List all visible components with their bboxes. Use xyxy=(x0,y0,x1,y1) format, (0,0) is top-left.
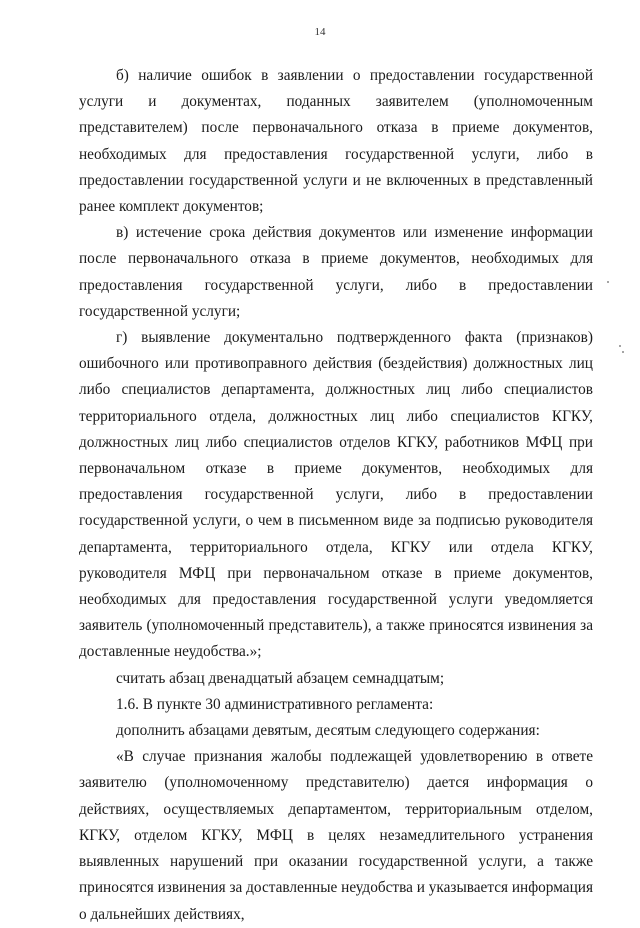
paragraph-item-1-6: 1.6. В пункте 30 административного регламента: xyxy=(116,695,434,713)
page-number: 14 xyxy=(314,26,326,38)
paragraph-g: г) выявление документально подтвержденного факта (признаков) ошибочного или противоправного действия (бездействия) должностных лиц либо специалистов департамента, должностных лиц либо специалистов территориального отдела, должностных лиц либо специалистов КГКУ, должностных лиц либо специалистов отделов КГКУ, работников МФЦ при первоначальном отказе в приеме документов, необходимых для предоставления государственной услуги, либо в предоставлении государственной услуги, о чем в письменном виде за подписью руководителя департамента, территориального отдела, КГКУ или отдела КГКУ, руководителя МФЦ при первоначальном отказе в приеме документов, необходимых для предоставления государственной услуги уведомляется заявитель (уполномоченный представитель), а также приносятся извинения за доставленные неудобства.»; xyxy=(79,329,593,661)
document-body xyxy=(79,63,593,928)
scan-speck xyxy=(619,345,621,347)
paragraph-renumber: считать абзац двенадцатый абзацем семнадцатым; xyxy=(116,669,445,687)
scan-speck xyxy=(607,281,609,283)
paragraph-quote: «В случае признания жалобы подлежащей удовлетворению в ответе заявителю (уполномоченному представителю) дается информация о действиях, осуществляемых департаментом, территориальным отделом, КГКУ, отделом КГКУ, МФЦ в целях незамедлительного устранения выявленных нарушений при оказании государственной услуги, а также приносятся извинения за доставленные неудобства и указывается информация о дальнейших действиях, xyxy=(79,748,593,923)
scan-speck xyxy=(622,351,624,353)
paragraph-v: в) истечение срока действия документов или изменение информации после первоначального отказа в приеме документов, необходимых для предоставления государственной услуги, либо в предоставлении государственной услуги; xyxy=(79,224,593,320)
paragraph-b: б) наличие ошибок в заявлении о предоставлении государственной услуги и документах, поданных заявителем (уполномоченным представителем) после первоначального отказа в приеме документов, необходимых для предоставления государственной услуги, либо в предоставлении государственной услуги и не включенных в представленный ранее комплект документов; xyxy=(79,67,593,216)
paragraph-supplement: дополнить абзацами девятым, десятым следующего содержания: xyxy=(116,722,540,740)
